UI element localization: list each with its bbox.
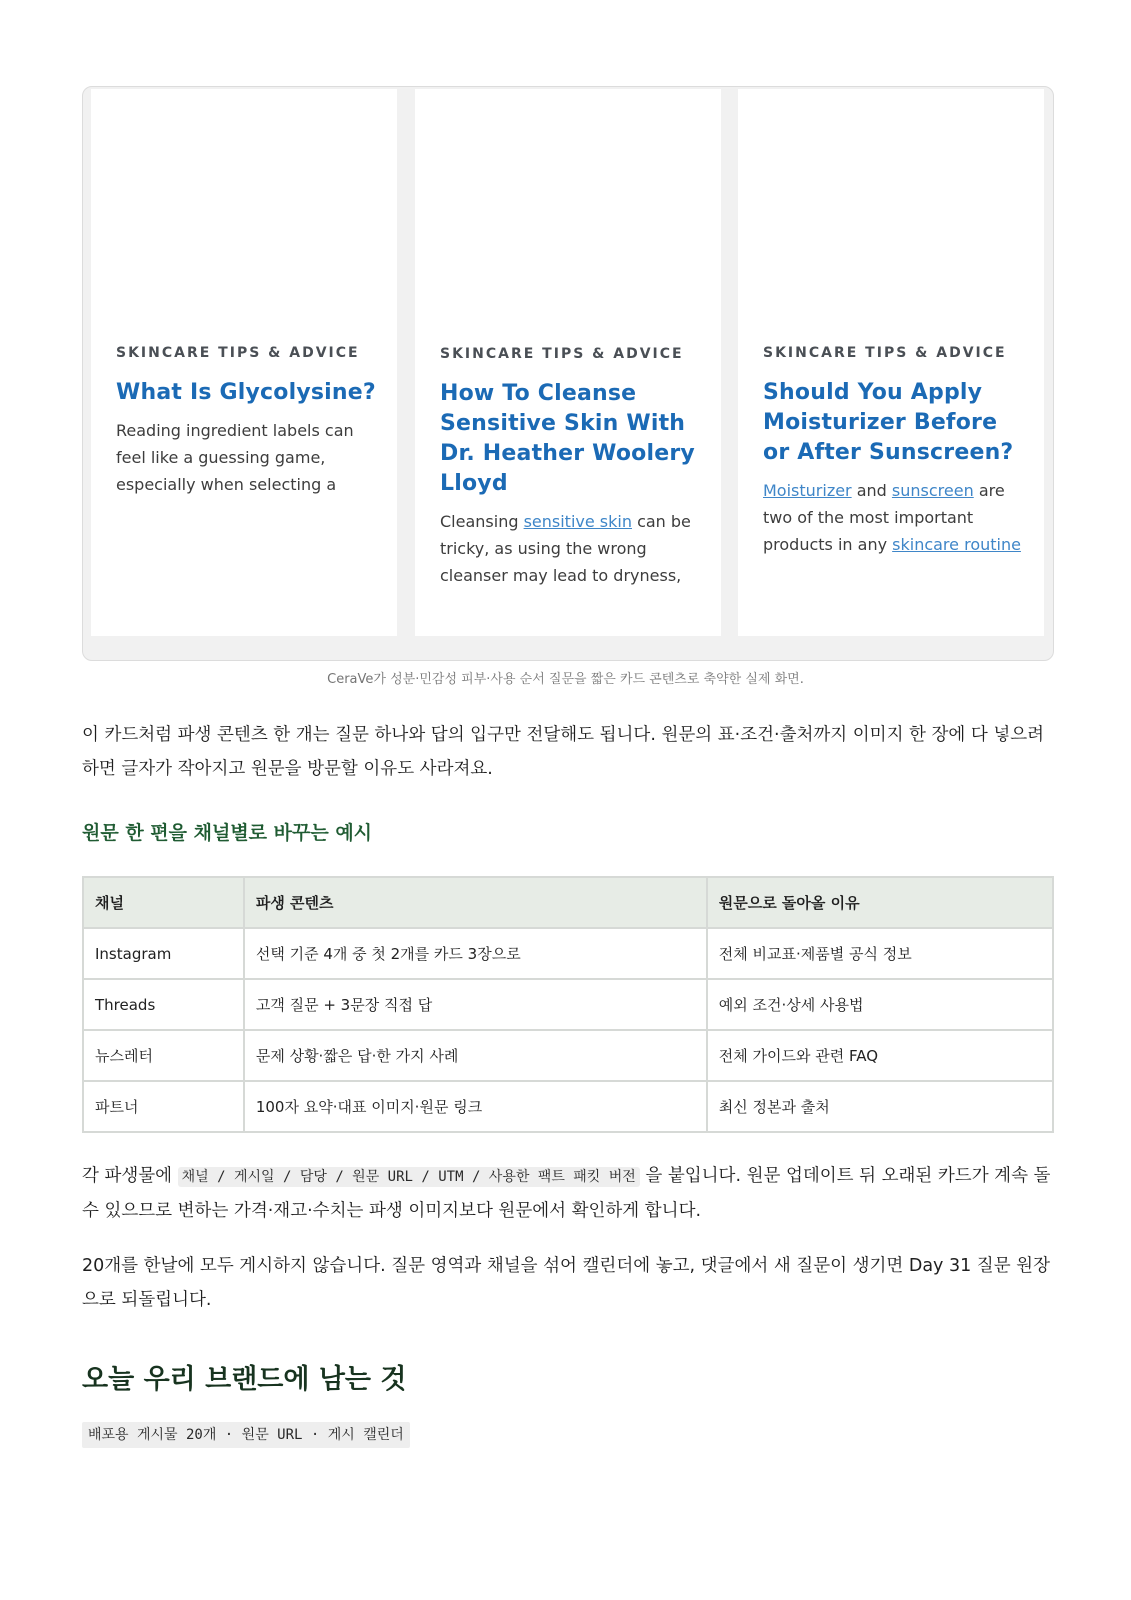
skincare-routine-link[interactable]: skincare routine bbox=[892, 535, 1021, 554]
image-caption: CeraVe가 성분·민감성 피부·사용 순서 질문을 짧은 카드 콘텐츠로 축약한 실제 화면. bbox=[327, 672, 804, 687]
table-header: 파생 콘텐츠 bbox=[244, 877, 707, 928]
table-cell: 최신 정본과 출처 bbox=[707, 1081, 1053, 1132]
table-cell: 선택 기준 4개 중 첫 2개를 카드 3장으로 bbox=[244, 928, 707, 979]
section-title: 오늘 우리 브랜드에 남는 것 bbox=[82, 1364, 407, 1395]
table-header-row bbox=[83, 877, 1053, 928]
section-heading: 원문 한 편을 채널별로 바꾸는 예시 bbox=[82, 822, 373, 844]
card-excerpt: Cleansing sensitive skin can be tricky, as using the wrong cleanser may lead to dryness, bbox=[440, 512, 691, 585]
card-excerpt: Reading ingredient labels can feel like a guessing game, especially when selecting a bbox=[116, 421, 354, 494]
card-title[interactable]: Should You Apply Moisturizer Before or After Sunscreen? bbox=[763, 380, 1014, 465]
moisturizer-link[interactable]: Moisturizer bbox=[763, 481, 852, 500]
table-cell: 문제 상황·짧은 답·한 가지 사례 bbox=[244, 1030, 707, 1081]
body-paragraph: 20개를 한날에 모두 게시하지 않습니다. 질문 영역과 채널을 섞어 캘린더에 놓고, 댓글에서 새 질문이 생기면 Day 31 질문 원장으로 되돌립니다. bbox=[82, 1256, 1050, 1310]
card-excerpt: Moisturizer and sunscreen are two of the most important products in any skincare routine bbox=[763, 481, 1021, 554]
article-card[interactable] bbox=[415, 89, 721, 636]
table-header: 원문으로 돌아올 이유 bbox=[707, 877, 1053, 928]
body-paragraph: 이 카드처럼 파생 콘텐츠 한 개는 질문 하나와 답의 입구만 전달해도 됩니다. 원문의 표·조건·출처까지 이미지 한 장에 다 넣으려 하면 글자가 작아지고 원문을 방문할 이유도 사라져요. bbox=[82, 725, 1045, 779]
sunscreen-link[interactable]: sunscreen bbox=[891, 481, 974, 500]
card-category: SKINCARE TIPS & ADVICE bbox=[440, 346, 684, 362]
card-title[interactable]: How To Cleanse Sensitive Skin With Dr. Heather Woolery Lloyd bbox=[440, 381, 695, 496]
card-category: SKINCARE TIPS & ADVICE bbox=[116, 345, 360, 361]
deliverables-code: 배포용 게시물 20개 · 원문 URL · 게시 캘린더 bbox=[82, 1422, 410, 1448]
table-row bbox=[83, 979, 1053, 1030]
table-cell: 전체 가이드와 관련 FAQ bbox=[707, 1030, 1053, 1081]
metadata-fields-code: 채널 / 게시일 / 담당 / 원문 URL / UTM / 사용한 팩트 패킷 버전 bbox=[178, 1167, 640, 1187]
body-paragraph: 각 파생물에 채널 / 게시일 / 담당 / 원문 URL / UTM / 사용한 팩트 패킷 버전 을 붙입니다. 원문 업데이트 뒤 오래된 카드가 계속 돌 수 있으므로 변하는 가격·재고·수치는 파생 이미지보다 원문에서 확인하게 합니다. bbox=[82, 1166, 1051, 1221]
table-cell: 뉴스레터 bbox=[83, 1030, 244, 1081]
card-category: SKINCARE TIPS & ADVICE bbox=[763, 345, 1007, 361]
table-cell: 고객 질문 + 3문장 직접 답 bbox=[244, 979, 707, 1030]
channel-table bbox=[82, 876, 1054, 1133]
sensitive-skin-link[interactable]: sensitive skin bbox=[523, 512, 632, 531]
table-header: 채널 bbox=[83, 877, 244, 928]
embedded-screenshot bbox=[82, 86, 1054, 661]
card-title[interactable]: What Is Glycolysine? bbox=[116, 380, 376, 405]
table-cell: 파트너 bbox=[83, 1081, 244, 1132]
table-cell: Instagram bbox=[83, 928, 244, 979]
table-cell: 전체 비교표·제품별 공식 정보 bbox=[707, 928, 1053, 979]
table-cell: Threads bbox=[83, 979, 244, 1030]
table-row bbox=[83, 928, 1053, 979]
table-cell: 100자 요약·대표 이미지·원문 링크 bbox=[244, 1081, 707, 1132]
article-card[interactable] bbox=[91, 89, 397, 636]
table-cell: 예외 조건·상세 사용법 bbox=[707, 979, 1053, 1030]
table-row bbox=[83, 1081, 1053, 1132]
article-card[interactable] bbox=[738, 89, 1044, 636]
table-row bbox=[83, 1030, 1053, 1081]
